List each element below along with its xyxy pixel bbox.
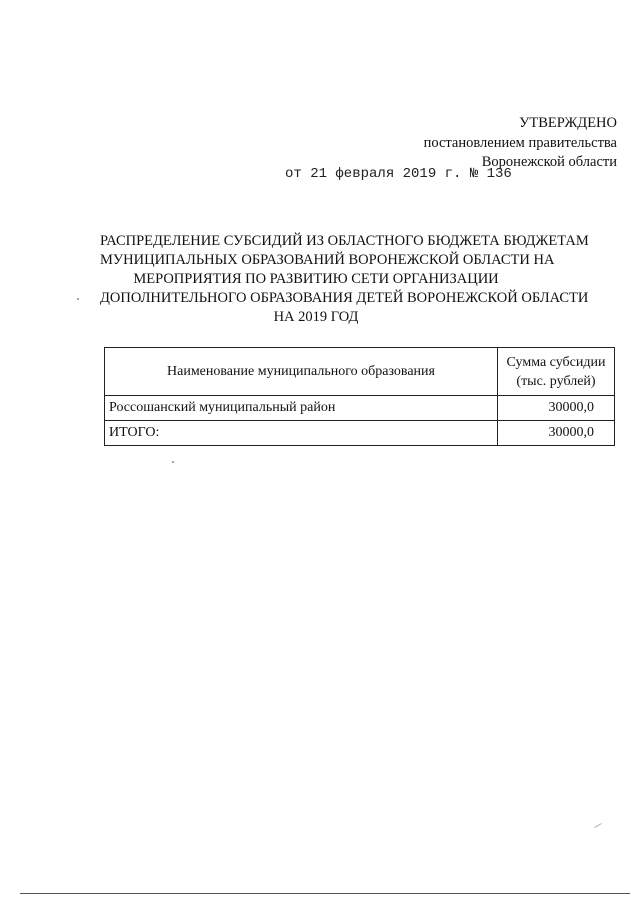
table-header-row (105, 348, 615, 396)
header-subsidy-amount (498, 348, 615, 396)
title-line-1: РАСПРЕДЕЛЕНИЕ СУБСИДИЙ ИЗ ОБЛАСТНОГО БЮДЖЕТА БЮДЖЕТАМ (100, 233, 589, 249)
scan-speck (172, 461, 174, 463)
approval-stamp (424, 114, 617, 173)
title-line-2: МУНИЦИПАЛЬНЫХ ОБРАЗОВАНИЙ ВОРОНЕЖСКОЙ ОБЛАСТИ НА (100, 252, 555, 268)
approval-line-region: Воронежской области (481, 154, 617, 170)
row-subsidy-amount: 30000,0 (498, 396, 615, 421)
scan-mark (594, 823, 601, 828)
total-amount: 30000,0 (498, 421, 615, 446)
header-subsidy-line-2: (тыс. рублей) (516, 373, 596, 389)
page-bottom-edge (20, 893, 630, 894)
table-total-row (105, 421, 615, 446)
approval-heading: УТВЕРЖДЕНО (519, 115, 617, 131)
subsidy-table (104, 347, 615, 446)
title-line-4: ДОПОЛНИТЕЛЬНОГО ОБРАЗОВАНИЯ ДЕТЕЙ ВОРОНЕЖСКОЙ ОБЛАСТИ (100, 290, 589, 306)
approval-line-resolution: постановлением правительства (423, 134, 617, 151)
scan-speck (77, 298, 79, 300)
title-line-3: МЕРОПРИЯТИЯ ПО РАЗВИТИЮ СЕТИ ОРГАНИЗАЦИИ (133, 271, 499, 287)
table-row (105, 396, 615, 421)
row-municipality-name: Россошанский муниципальный район (105, 396, 498, 421)
header-subsidy-line-1: Сумма субсидии (506, 354, 606, 370)
header-municipality: Наименование муниципального образования (105, 348, 498, 396)
total-label: ИТОГО: (105, 421, 498, 446)
document-title (100, 232, 589, 327)
title-line-5: НА 2019 ГОД (273, 309, 359, 325)
decree-reference: от 21 февраля 2019 г. № 136 (285, 166, 512, 182)
